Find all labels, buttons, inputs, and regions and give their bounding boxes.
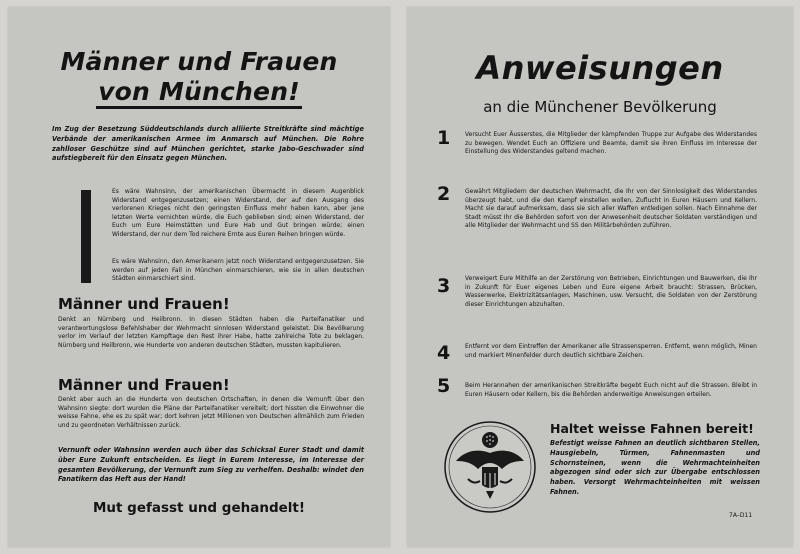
leaflet-code: 7A–D11 — [729, 512, 753, 519]
left-title-line1: Männer und Frauen — [60, 47, 338, 76]
instruction-text-5: Beim Herannahen der amerikanischen Streitkräfte begebt Euch nicht auf die Strassen. Bleibt in Euren Häusern oder Kellern, bis die Behörden anderweitige Anweisungen erteilen. — [465, 382, 757, 398]
instruction-number-3: 3 — [437, 275, 451, 297]
left-heading2: Männer und Frauen! — [58, 376, 230, 394]
left-para4: Denkt aber auch an die Hunderte von deutschen Ortschaften, in denen die Vernunft über den Wahnsinn siegte: dort wurden die Pläne der Parteifanatiker vereitelt; dort hissten die Einwohner die weisse Fahne, ehe es zu spät war; dort kehren jetzt Millionen von Deutschen allmählich zum Frieden und zu geordneten Verhältnissen zurück. — [58, 396, 364, 429]
left-para3: Denkt an Nürnberg und Heilbronn. In diesen Städten haben die Parteifanatiker und verantwortungslose Befehlshaber der Wehrmacht sinnlosen Widerstand geleistet. Die Bevölkerung verlor im Verlauf der letzten Kampftage den Rest ihrer Habe, hatte zahlreiche Tote zu beklagen. Nürnberg und Heilbronn, wie Hunderte von anderen deutschen Städten, mussten kapitulieren. — [58, 316, 364, 349]
right-subtitle: an die Münchener Bevölkerung — [483, 98, 717, 116]
instruction-text-3: Verweigert Eure Mithilfe an der Zerstörung von Betrieben, Einrichtungen und Bauwerken, die Ihr in Zukunft für Euer eigenes Leben und Eure eigene Arbeit braucht: Strassen, Brücken, Wasserwerke, Elektrizitätsanlagen, Maschinen, usw. Versucht, die Soldaten von der Zerstörung dieser Einrichtungen abzuhalten. — [465, 275, 757, 308]
instruction-text-4: Entfernt vor dem Eintreffen der Amerikaner alle Strassensperren. Entfernt, wenn möglich, Minen und markiert Minenfelder durch deutlich sichtbare Zeichen. — [465, 343, 757, 359]
instruction-number-4: 4 — [437, 342, 451, 364]
right-title: Anweisungen — [476, 49, 724, 87]
roman-numeral-one-bar — [81, 190, 91, 283]
right-leaflet — [407, 7, 793, 547]
left-para2: Es wäre Wahnsinn, den Amerikanern jetzt noch Widerstand entgegenzusetzen. Sie werden auf jeden Fall in München einmarschieren, wie sie in allen deutschen Städten einmarschiert sind. — [112, 258, 364, 283]
left-leaflet — [8, 7, 390, 547]
left-para1: Es wäre Wahnsinn, der amerikanischen Übermacht in diesem Augenblick Widerstand entgegenzusetzen; einen Widerstand, der auf den Ausgang des verlorenen Krieges nicht den geringsten Einfluss mehr haben kann, aber jene letzten Werte vernichten würde, die Euch geblieben sind; einen Widerstand, der Euch um Eure Heimstätten und Eure Hab und Gut bringen würde; einen Widerstand, der nur dem Tod reichere Ernte aus Euren Reihen bringen würde. — [112, 188, 364, 238]
left-title-line2 — [8, 77, 390, 106]
instruction-number-2: 2 — [437, 183, 451, 205]
left-intro: Im Zug der Besetzung Süddeutschlands durch alliierte Streitkräfte sind mächtige Verbände der amerikanischen Armee im Anmarsch auf München. Die Rohre zahlloser Geschütze sind auf München gerichtet, starke Jabo-Geschwader sind aufstiegbereit für den Einsatz gegen München. — [52, 125, 364, 163]
call-title: Haltet weisse Fahnen bereit! — [550, 421, 754, 436]
call-text: Befestigt weisse Fahnen an deutlich sichtbaren Stellen, Hausgiebeln, Türmen, Fahnenmasten und Schornsteinen, wenn die Wehrmachteinheiten abgezogen sind oder sich zur Übergabe entschlossen haben. Versorgt Wehrmachteinheiten mit weissen Fahnen. — [550, 439, 760, 496]
instruction-text-1: Versucht Euer Äusserstes, die Mitglieder der kämpfenden Truppe zur Aufgabe des Widerstandes zu bewegen. Wendet Euch an Offiziere und Beamte, damit sie ihren Einfluss im Interesse der Einstellung des Widerstandes geltend machen. — [465, 131, 757, 156]
left-closing: Vernunft oder Wahnsinn werden auch über das Schicksal Eurer Stadt und damit über Eure Zukunft entscheiden. Es liegt in Eurem Interesse, im Interesse der gesamten Bevölkerung, der Vernunft zum Sieg zu verhelfen. Deshalb: windet den Fanatikern das Heft aus der Hand! — [58, 446, 364, 484]
left-final-line: Mut gefasst und gehandelt! — [92, 500, 306, 516]
instruction-number-5: 5 — [437, 375, 451, 397]
left-title-underlined: von München! — [96, 77, 302, 109]
eagle-seal-icon — [442, 419, 538, 515]
left-heading1: Männer und Frauen! — [58, 295, 230, 313]
instruction-number-1: 1 — [437, 127, 451, 149]
instruction-text-2: Gewährt Mitgliedern der deutschen Wehrmacht, die Ihr von der Sinnlosigkeit des Widerstandes überzeugt habt, und die den Kampf einstellen wollen, Zuflucht in Euren Häusern und Kellern. Macht sie darauf aufmerksam, dass sie sich aller Waffen entledigen sollen. Nach Einnahme der Stadt müsst Ihr die Behörden sofort von der Anwesenheit deutscher Soldaten verständigen und alle Mitglieder der Wehrmacht und SS den Militärbehörden zuführen. — [465, 188, 757, 230]
